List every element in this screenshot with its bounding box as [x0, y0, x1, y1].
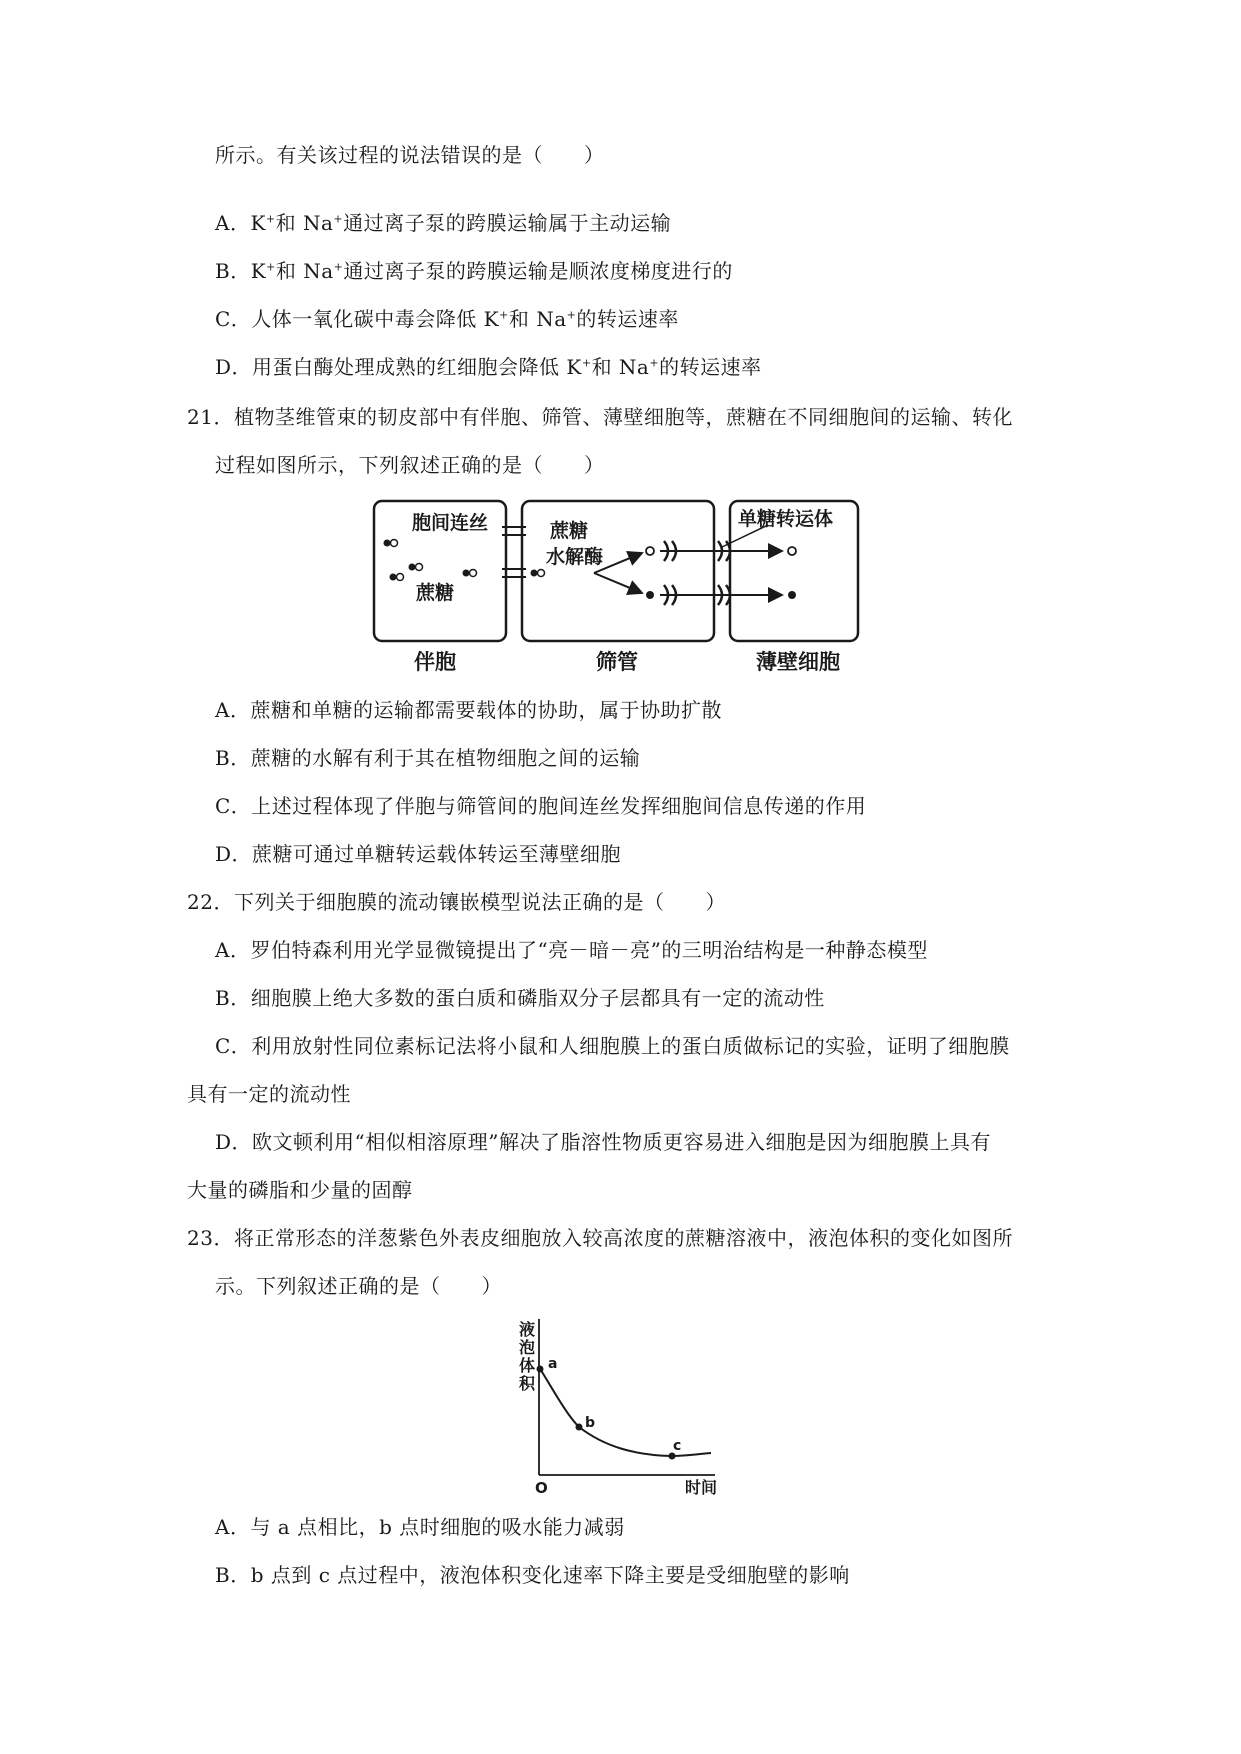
point-c-label: c: [673, 1438, 682, 1454]
parenchyma-cell-label: 薄壁细胞: [756, 650, 840, 674]
q22-option-d-line-1: D．欧文顿利用“相似相溶原理”解决了脂溶性物质更容易进入细胞是因为细胞膜上具有: [215, 1130, 991, 1154]
q23-stem-line-2: 示。下列叙述正确的是（ ）: [215, 1274, 502, 1298]
q22-option-d-line-2: 大量的磷脂和少量的固醇: [187, 1178, 413, 1202]
y-label-char-4: 积: [519, 1374, 536, 1393]
monosaccharide-filled-icon: [646, 591, 654, 599]
hydrolysis-arrow-down: [594, 573, 642, 593]
q23-stem-line-1: 23．将正常形态的洋葱紫色外表皮细胞放入较高浓度的蔗糖溶液中，液泡体积的变化如图所: [187, 1226, 1013, 1250]
q22-option-c-line-1: C．利用放射性同位素标记法将小鼠和人细胞膜上的蛋白质做标记的实验，证明了细胞膜: [215, 1034, 1010, 1058]
q23-option-a: A．与 a 点相比，b 点时细胞的吸水能力减弱: [215, 1515, 625, 1539]
point-a-marker: [537, 1366, 544, 1373]
q22-option-b: B．细胞膜上绝大多数的蛋白质和磷脂双分子层都具有一定的流动性: [215, 986, 825, 1010]
volume-curve: [539, 1367, 711, 1456]
q21-option-d: D．蔗糖可通过单糖转运载体转运至薄壁细胞: [215, 842, 622, 866]
q21-option-a: A．蔗糖和单糖的运输都需要载体的协助，属于协助扩散: [215, 698, 722, 722]
q20-option-c: C．人体一氧化碳中毒会降低 K+和 Na+的转运速率: [215, 307, 679, 331]
q20-option-a: A．K+和 Na+通过离子泵的跨膜运输属于主动运输: [215, 211, 672, 235]
q21-stem-line-2: 过程如图所示，下列叙述正确的是（ ）: [215, 453, 605, 477]
vacuole-volume-graph: [515, 1315, 725, 1495]
q22-option-c-line-2: 具有一定的流动性: [187, 1082, 351, 1106]
sucrose-molecule-icon: [390, 574, 404, 581]
origin-label: O: [535, 1479, 548, 1495]
point-a-label: a: [548, 1356, 558, 1372]
q23-option-b: B．b 点到 c 点过程中，液泡体积变化速率下降主要是受细胞壁的影响: [215, 1563, 850, 1587]
q21-option-c: C．上述过程体现了伴胞与筛管间的胞间连丝发挥细胞间信息传递的作用: [215, 794, 867, 818]
q20-stem-tail: 所示。有关该过程的说法错误的是（ ）: [215, 143, 605, 167]
sucrose-molecule-icon: [463, 570, 477, 577]
q22-option-a: A．罗伯特森利用光学显微镜提出了“亮－暗－亮”的三明治结构是一种静态模型: [215, 938, 928, 962]
point-b-label: b: [585, 1415, 596, 1431]
sieve-tube-label: 筛管: [596, 650, 638, 674]
companion-cell-label: 伴胞: [414, 650, 456, 674]
q20-option-d: D．用蛋白酶处理成熟的红细胞会降低 K+和 Na+的转运速率: [215, 355, 762, 379]
sucrose-molecule-icon: [384, 540, 398, 547]
sucrose-molecule-icon: [409, 564, 423, 571]
y-label-char-2: 泡: [519, 1338, 536, 1357]
sucrose-transport-diagram: [370, 497, 865, 677]
sucrose-label: 蔗糖: [416, 582, 455, 604]
q22-stem: 22．下列关于细胞膜的流动镶嵌模型说法正确的是（ ）: [187, 890, 726, 914]
monosaccharide-open-icon: [646, 547, 654, 555]
monosaccharide-filled-icon: [788, 591, 796, 599]
q21-option-b: B．蔗糖的水解有利于其在植物细胞之间的运输: [215, 746, 641, 770]
q21-stem-line-1: 21．植物茎维管束的韧皮部中有伴胞、筛管、薄壁细胞等，蔗糖在不同细胞间的运输、转化: [187, 405, 1013, 429]
transporter-label: 单糖转运体: [738, 508, 834, 530]
y-label-char-1: 液: [519, 1320, 536, 1339]
q20-option-b: B．K+和 Na+通过离子泵的跨膜运输是顺浓度梯度进行的: [215, 259, 733, 283]
y-label-char-3: 体: [519, 1356, 536, 1375]
sucrose-molecule-icon: [531, 570, 545, 577]
sucrase-label-line-1: 蔗糖: [550, 520, 589, 542]
plasmodesmata-label: 胞间连丝: [412, 512, 489, 534]
x-axis-label: 时间: [685, 1478, 718, 1495]
point-b-marker: [576, 1424, 583, 1431]
sucrase-label-line-2: 水解酶: [546, 546, 604, 568]
monosaccharide-open-icon: [788, 547, 796, 555]
